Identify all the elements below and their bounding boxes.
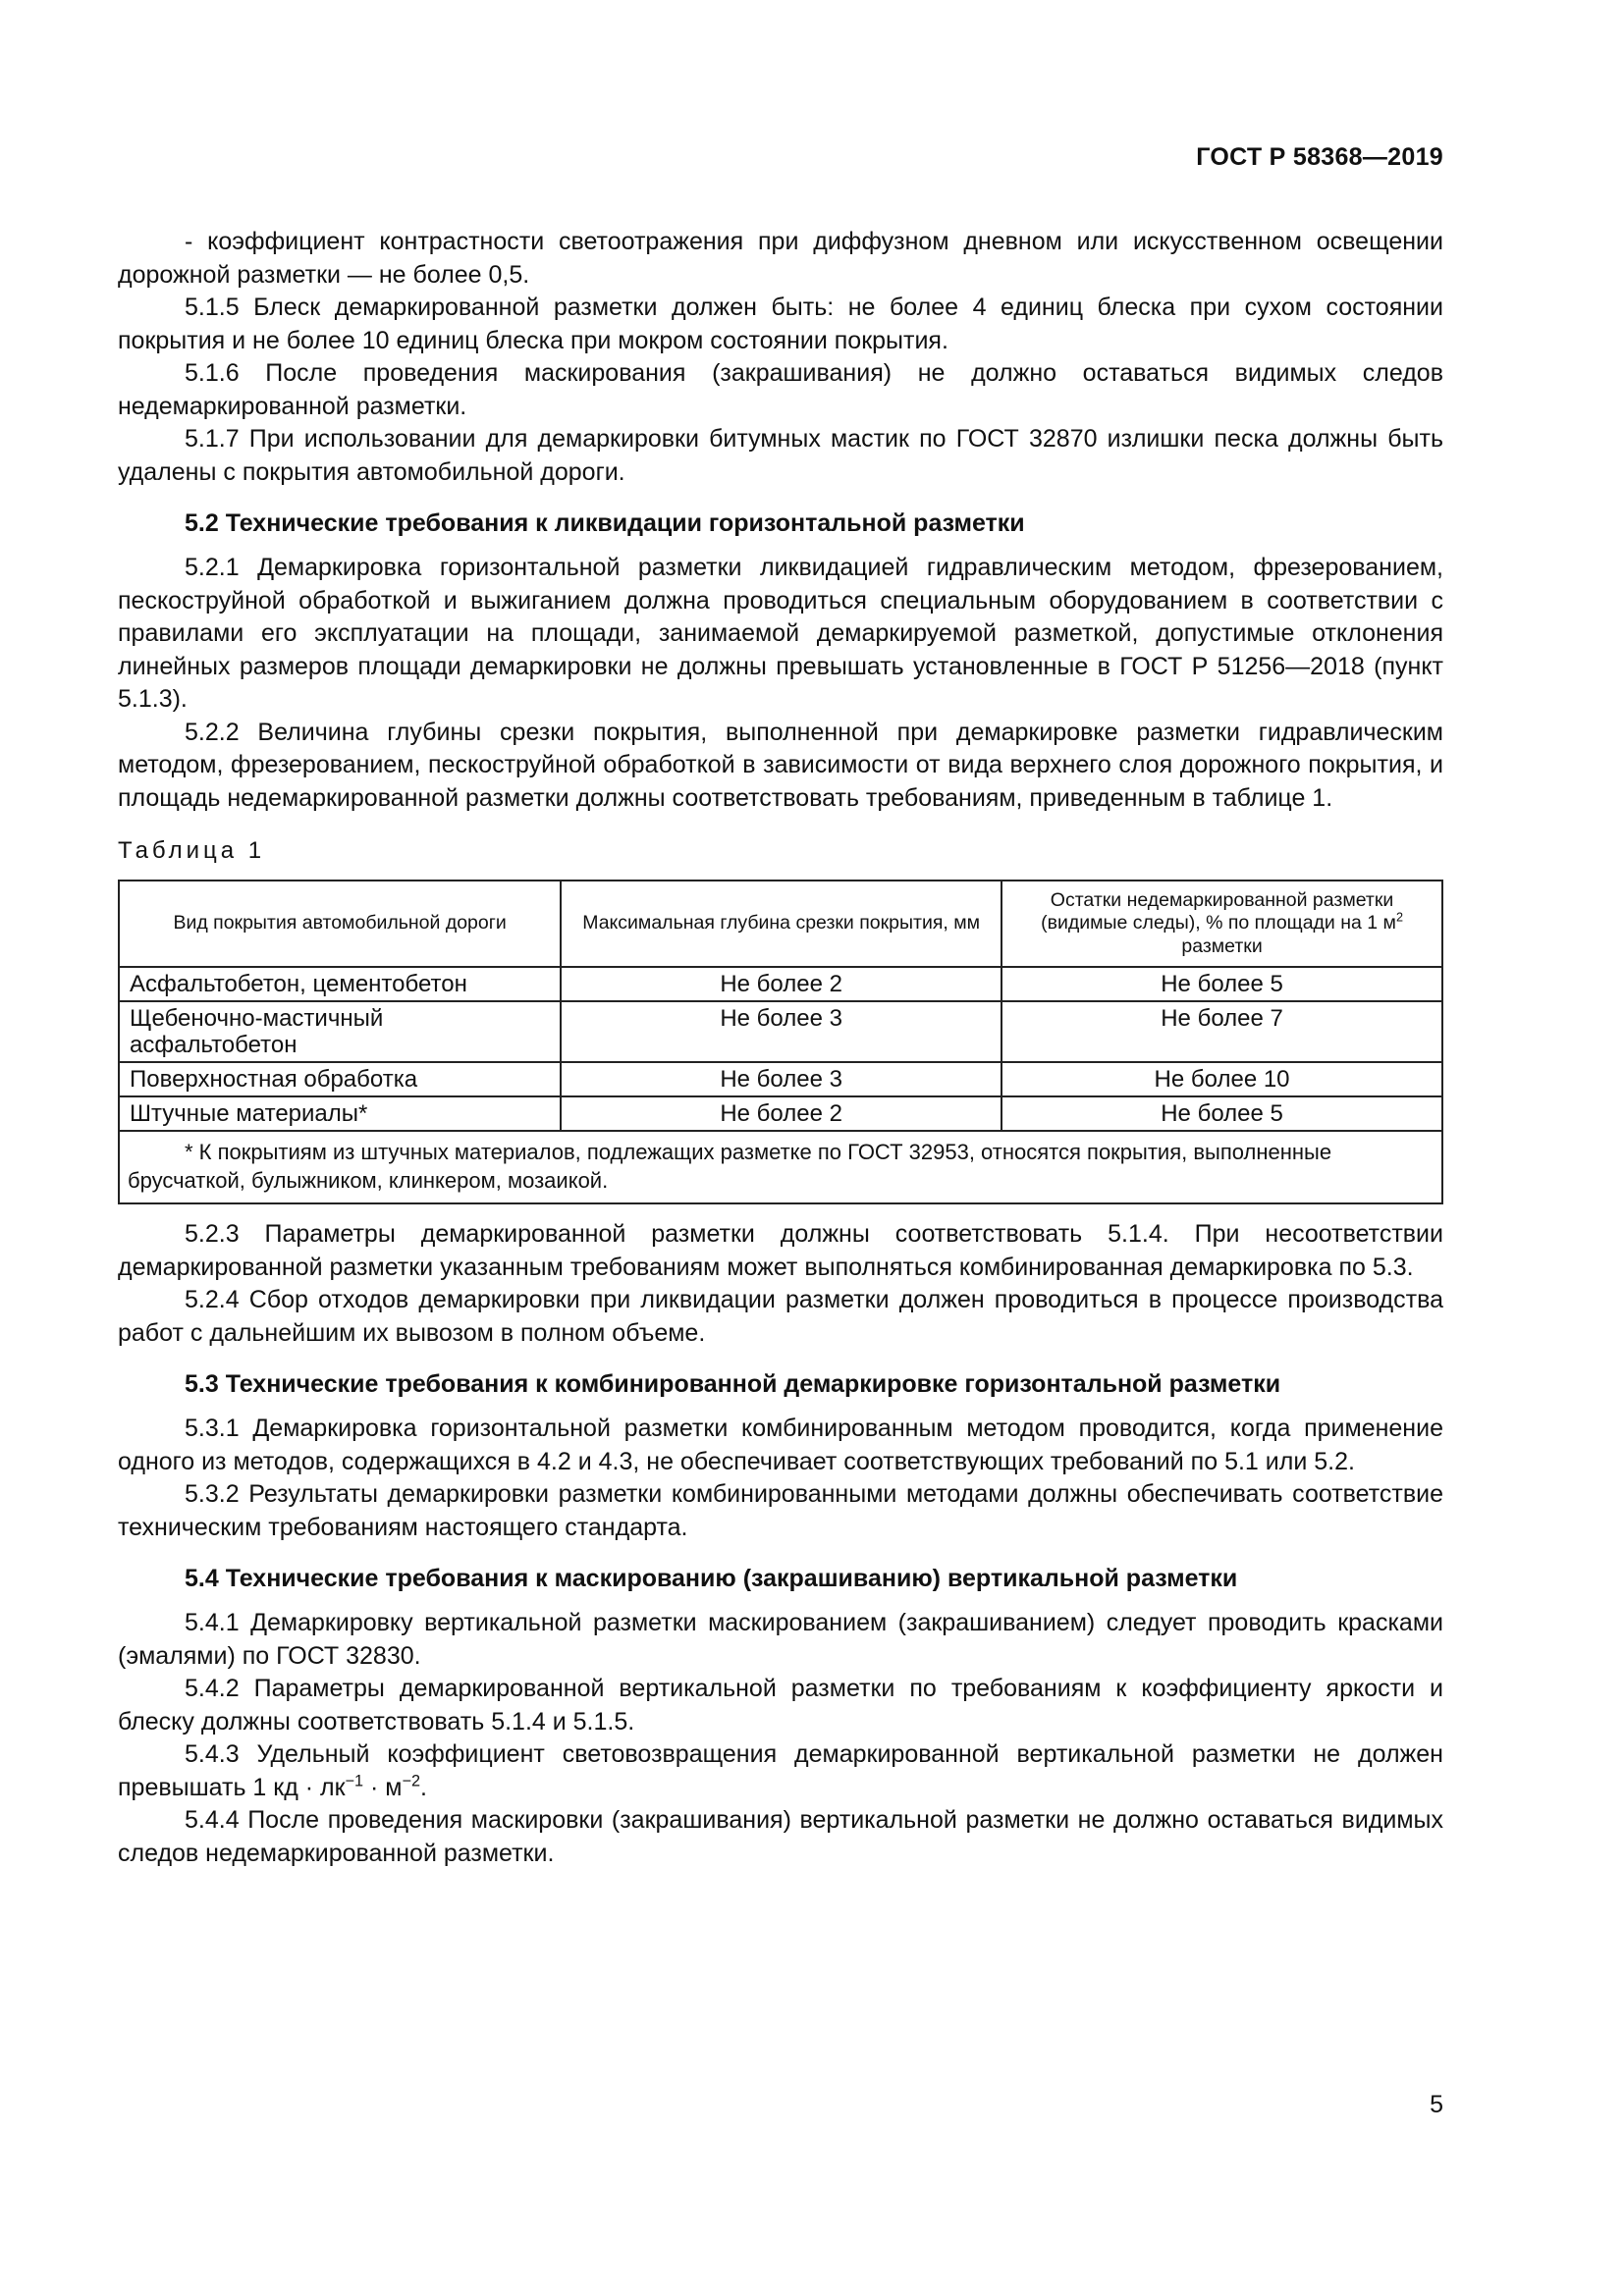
paragraph-5-1-6: 5.1.6 После проведения маскирования (закрашивания) не должно оставаться видимых следов недемаркированной разметки.: [118, 359, 1443, 420]
page-number: 5: [1430, 2091, 1443, 2118]
header-remaining-marking-text: Остатки недемаркированной разметки (видимые следы), % по площади на 1 м: [1041, 888, 1396, 934]
document-page: [118, 0, 1443, 2296]
cell-remains: Не более 5: [1001, 1096, 1442, 1131]
paragraph-5-4-3-end: .: [420, 1773, 427, 1801]
paragraph-5-4-3: [118, 1738, 1443, 1804]
heading-5-4: 5.4 Технические требования к маскированию (закрашиванию) вертикальной разметки: [185, 1565, 1238, 1592]
paragraph-5-3-2: 5.3.2 Результаты демаркировки разметки комбинированными методами должны обеспечивать соответствие техническим требованиям настоящего стандарта.: [118, 1480, 1443, 1541]
exponent-meter: −2: [402, 1772, 421, 1790]
header-max-cut-depth: Максимальная глубина срезки покрытия, мм: [561, 881, 1001, 968]
cell-depth: Не более 3: [561, 1062, 1001, 1096]
heading-5-2: 5.2 Технические требования к ликвидации горизонтальной разметки: [185, 509, 1025, 537]
paragraph-5-2-4: 5.2.4 Сбор отходов демаркировки при ликвидации разметки должен проводиться в процессе производства работ с дальнейшим их вывозом в полном объеме.: [118, 1286, 1443, 1347]
table-row: [119, 1096, 1442, 1131]
cell-surface-text: Щебеночно-мастичный асфальтобетон: [130, 1005, 384, 1058]
cell-remains: Не более 5: [1001, 967, 1442, 1001]
cell-surface: Поверхностная обработка: [119, 1062, 561, 1096]
table-row: [119, 1001, 1442, 1062]
paragraph-5-4-3-text: 5.4.3 Удельный коэффициент световозвращения демаркированной вертикальной разметки не должен превышать 1 кд · лк: [118, 1740, 1443, 1801]
header-remaining-marking: [1001, 881, 1442, 968]
header-road-surface-type: Вид покрытия автомобильной дороги: [119, 881, 561, 968]
paragraph-5-4-4: 5.4.4 После проведения маскировки (закрашивания) вертикальной разметки не должно оставаться видимых следов недемаркированной разметки.: [118, 1806, 1443, 1867]
cell-depth: Не более 3: [561, 1001, 1001, 1062]
table-footnote: * К покрытиям из штучных материалов, подлежащих разметке по ГОСТ 32953, относятся покрытия, выполненные брусчаткой, булыжником, клинкером, мозаикой.: [119, 1131, 1442, 1203]
paragraph-5-1-5: 5.1.5 Блеск демаркированной разметки должен быть: не более 4 единиц блеска при сухом состоянии покрытия и не более 10 единиц блеска при мокром состоянии покрытия.: [118, 294, 1443, 354]
page-content: [118, 226, 1443, 1870]
paragraph-5-1-7: 5.1.7 При использовании для демаркировки битумных мастик по ГОСТ 32870 излишки песка должны быть удалены с покрытия автомобильной дороги.: [118, 425, 1443, 486]
cell-remains: Не более 7: [1001, 1001, 1442, 1062]
paragraph-5-2-2: 5.2.2 Величина глубины срезки покрытия, выполненной при демаркировке разметки гидравлическим методом, фрезерованием, пескоструйной обработкой в зависимости от вида верхнего слоя дорожного покрытия, и площадь недемаркированной разметки должны соответствовать требованиям, приведенным в таблице 1.: [118, 718, 1443, 812]
paragraph-5-4-1: 5.4.1 Демаркировку вертикальной разметки маскированием (закрашиванием) следует проводить красками (эмалями) по ГОСТ 32830.: [118, 1609, 1443, 1670]
paragraph-5-4-2: 5.4.2 Параметры демаркированной вертикальной разметки по требованиям к коэффициенту яркости и блеску должны соответствовать 5.1.4 и 5.1.5.: [118, 1675, 1443, 1735]
requirements-table: [118, 880, 1443, 1205]
paragraph-5-3-1: 5.3.1 Демаркировка горизонтальной разметки комбинированным методом проводится, когда применение одного из методов, содержащихся в 4.2 и 4.3, не обеспечивает соответствующих требований по 5.1 или 5.2.: [118, 1415, 1443, 1475]
cell-remains: Не более 10: [1001, 1062, 1442, 1096]
header-remaining-marking-end: разметки: [1181, 934, 1263, 957]
cell-surface: Асфальтобетон, цементобетон: [119, 967, 561, 1001]
heading-5-3: 5.3 Технические требования к комбинированной демаркировке горизонтальной разметки: [185, 1370, 1281, 1398]
document-id-header: ГОСТ Р 58368—2019: [1196, 143, 1443, 171]
cell-depth: Не более 2: [561, 967, 1001, 1001]
exponent-lux: −1: [345, 1772, 364, 1790]
table-footnote-row: [119, 1131, 1442, 1203]
unit-meter: · м: [363, 1773, 403, 1801]
paragraph-5-2-1: 5.2.1 Демаркировка горизонтальной разметки ликвидацией гидравлическим методом, фрезерованием, пескоструйной обработкой и выжиганием должна проводиться специальным оборудованием в соответствии с правилами его эксплуатации на площади, занимаемой демаркируемой разметкой, допустимые отклонения линейных размеров площади демаркировки не должны превышать установленные в ГОСТ Р 51256—2018 (пункт 5.1.3).: [118, 554, 1443, 713]
cell-surface: [119, 1001, 561, 1062]
paragraph-5-2-3: 5.2.3 Параметры демаркированной разметки должны соответствовать 5.1.4. При несоответствии демаркированной разметки указанным требованиям может выполняться комбинированная демаркировка по 5.3.: [118, 1220, 1443, 1281]
paragraph-contrast-coefficient: - коэффициент контрастности светоотражения при диффузном дневном или искусственном освещении дорожной разметки — не более 0,5.: [118, 228, 1443, 289]
header-exponent: 2: [1395, 910, 1403, 925]
cell-surface: Штучные материалы*: [119, 1096, 561, 1131]
table-row: [119, 967, 1442, 1001]
table-caption: Таблица 1: [118, 837, 266, 864]
table-row: [119, 1062, 1442, 1096]
cell-depth: Не более 2: [561, 1096, 1001, 1131]
table-header-row: [119, 881, 1442, 968]
